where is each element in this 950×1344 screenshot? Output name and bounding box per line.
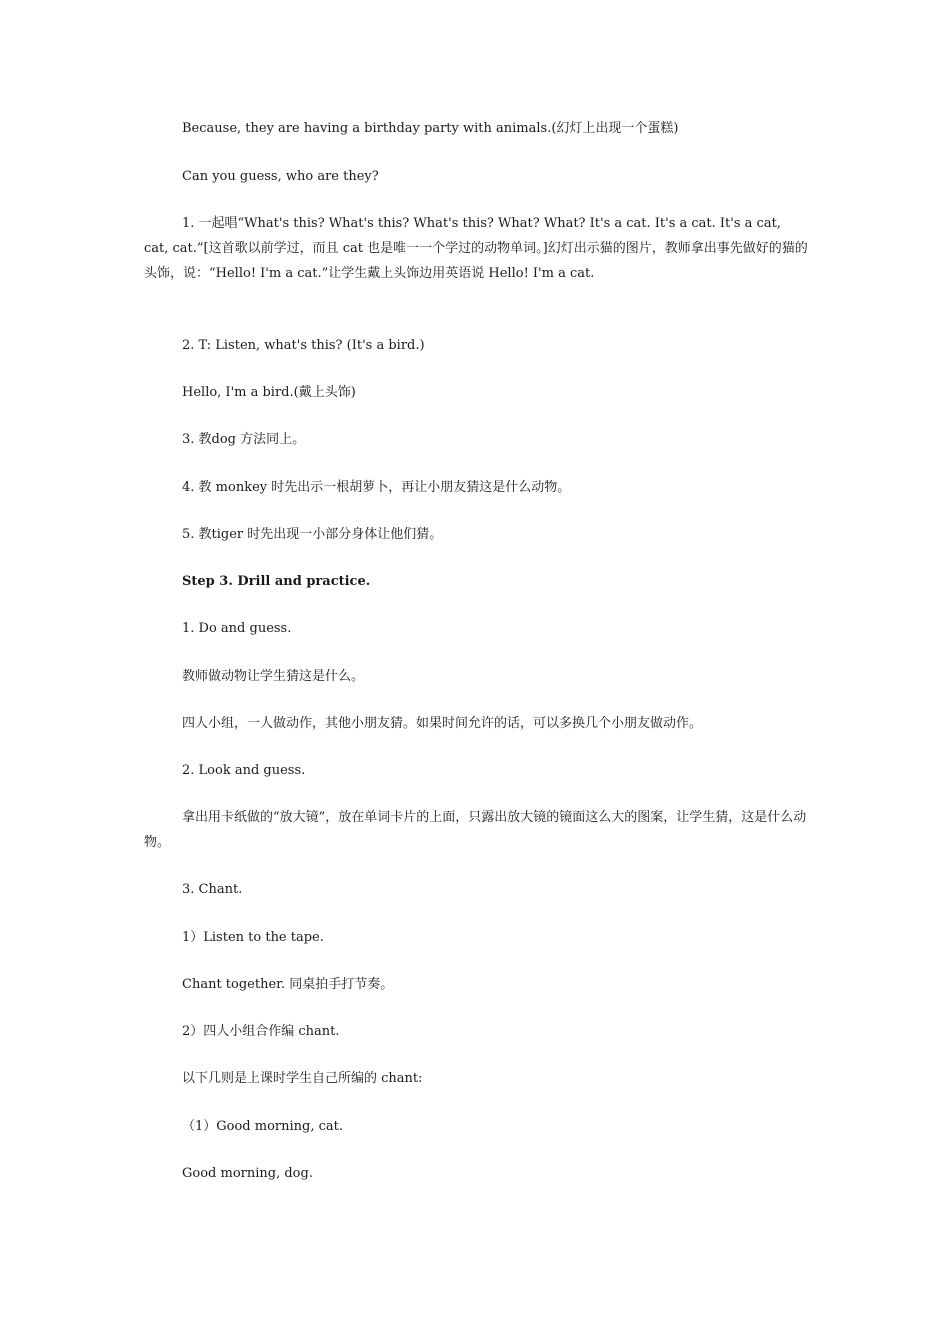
paragraph-do-and-guess: 1. Do and guess. [182, 621, 292, 636]
paragraph-good-morning-cat: （1）Good morning, cat. [182, 1119, 344, 1134]
paragraph-teacher-acts: 教师做动物让学生猜这是什么。 [182, 669, 365, 684]
paragraph-group-acting: 四人小组，一人做动作，其他小朋友猜。如果时间允许的话，可以多换几个小朋友做动作。 [182, 716, 703, 731]
paragraph-chant: 3. Chant. [182, 882, 243, 897]
paragraph-step-4-monkey: 4. 教 monkey 时先出示一根胡萝卜，再让小朋友猜这是什么动物。 [182, 480, 571, 495]
paragraph-birthday-party: Because, they are having a birthday party with animals.(幻灯上出现一个蛋糕) [182, 121, 679, 136]
paragraph-student-chants-intro: 以下几则是上课时学生自己所编的 chant: [182, 1071, 423, 1086]
paragraph-guess-question: Can you guess, who are they? [182, 169, 379, 184]
heading-drill-practice: Step 3. Drill and practice. [182, 574, 371, 589]
paragraph-step-3-dog: 3. 教dog 方法同上。 [182, 432, 306, 447]
paragraph-step-2-listen: 2. T: Listen, what's this? (It's a bird.) [182, 338, 425, 353]
paragraph-group-chant: 2）四人小组合作编 chant. [182, 1024, 340, 1039]
paragraph-good-morning-dog: Good morning, dog. [182, 1166, 313, 1181]
paragraph-chant-together: Chant together. 同桌拍手打节奏。 [182, 977, 394, 992]
paragraph-listen-tape: 1）Listen to the tape. [182, 930, 324, 945]
paragraph-hello-bird: Hello, I'm a bird.(戴上头饰) [182, 385, 356, 400]
paragraph-step-5-tiger: 5. 教tiger 时先出现一小部分身体让他们猜。 [182, 527, 443, 542]
paragraph-magnifier: 拿出用卡纸做的“放大镜”，放在单词卡片的上面，只露出放大镜的镜面这么大的图案，让学生猜，这是什么动物。 [144, 810, 807, 850]
paragraph-look-and-guess: 2. Look and guess. [182, 763, 306, 778]
paragraph-step-1-song: 1. 一起唱“What's this? What's this? What's this? What? What? It's a cat. It's a cat. It's a cat, cat, cat.”[这首歌以前学过，而且 cat 也是唯一一个学过的动物单词。]幻灯出示猫的图片，教师拿出事先做好的猫的头饰，说：“Hello! I'm a cat.”让学生戴上头饰边用英语说 Hello! I'm a cat. [144, 216, 808, 281]
